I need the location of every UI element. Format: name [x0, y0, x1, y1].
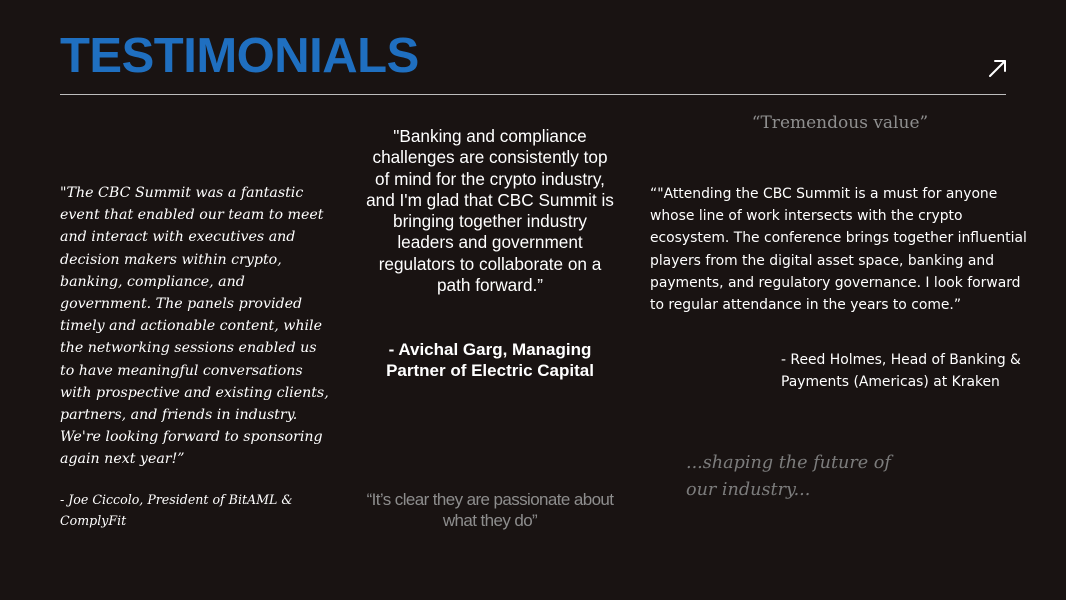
testimonial-author-right: - Reed Holmes, Head of Banking & Payments (Americas) at Kraken	[781, 352, 1021, 391]
pull-quote-right-bottom: ...shaping the future of our industry...	[686, 453, 891, 500]
title-divider	[60, 94, 1006, 95]
page-title: TESTIMONIALS	[60, 29, 419, 83]
testimonial-quote-right: “"Attending the CBC Summit is a must for anyone whose line of work intersects with the crypto ecosystem. The conference brings together influential players from the digital asset space, banking and payments, and regulatory governance. I look forward to regular attendance in the years to come.”	[650, 186, 1027, 314]
arrow-up-right-icon[interactable]	[987, 57, 1009, 79]
testimonial-quote-left: "The CBC Summit was a fantastic event that enabled our team to meet and interact with executives and decision makers within crypto, banking, compliance, and government. The panels provided timely and actionable content, while the networking sessions enabled us to have meaningful conversations with prospective and existing clients, partners, and friends in industry. We're looking forward to sponsoring again next year!”	[60, 185, 329, 468]
pull-quote-right-top: “Tremendous value”	[751, 113, 929, 133]
testimonial-author-left: - Joe Ciccolo, President of BitAML & ComplyFit	[60, 492, 293, 528]
testimonial-author-middle: - Avichal Garg, Managing Partner of Electric Capital	[386, 340, 594, 381]
pull-quote-middle: “It’s clear they are passionate about what they do”	[366, 490, 614, 530]
testimonial-quote-middle: "Banking and compliance challenges are consistently top of mind for the crypto industry, and I'm glad that CBC Summit is bringing together industry leaders and government regulators to collaborate on a path forward.”	[366, 126, 614, 296]
